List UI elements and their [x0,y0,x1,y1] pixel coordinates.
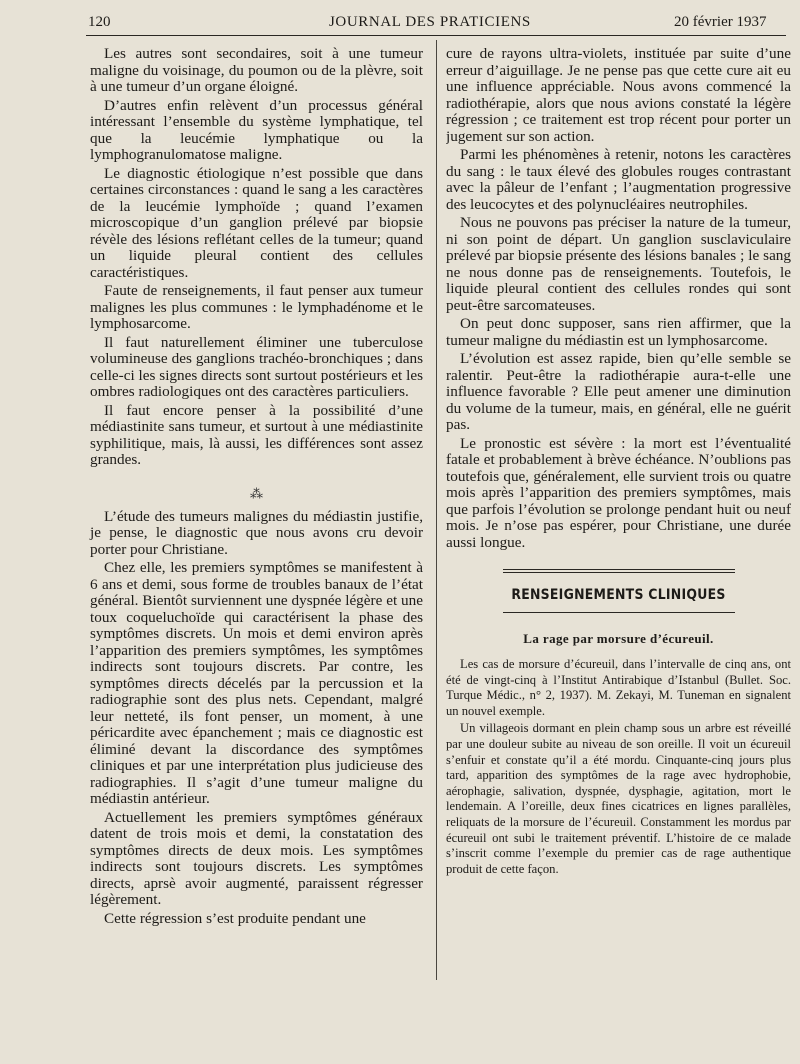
right-column [446,46,791,879]
asterism-separator: ⁂ [250,485,263,501]
paragraph: Cette régression s’est produite pendant une [104,909,366,927]
section-rubric [446,569,791,613]
paragraph: Il faut naturellement éliminer une tuberculose volumineuse des ganglions trachéo-bronchiques ; dans celle-ci les signes directs sont surtout postérieurs et les ombres radiologiques ont des caractères particuliers. [90,333,423,400]
paragraph: Les autres sont secondaires, soit à une tumeur maligne du voisinage, du poumon ou de la plèvre, soit à une tumeur d’un organe éloigné. [90,45,423,95]
paragraph: Un villageois dormant en plein champ sous un arbre est réveillé par une douleur subite au niveau de son oreille. Il voit un écureuil s’enfuir et constate qu’il a été mordu. Cinquante-cinq jours plus tard, apparition des symptômes de la rage avec hydrophobie, aérophagie, salivation, dyspnée, dysphagie, agitation, mort le lendemain. A l’oreille, deux fines cicatrices en lignes parallèles, reliquats de la morsure de l’écureuil. Constamment les mordus par écureuil ont subi le traitement préventif. L’histoire de ce malade s’inscrit comme l’exemple du premier cas de rage authentique produit de cette façon. [446,721,791,876]
journal-title: JOURNAL DES PRATICIENS [329,14,531,30]
article-title: La rage par morsure d’écureuil. [523,630,714,646]
article-body [446,657,791,877]
header-rule [86,35,786,36]
paragraph: D’autres enfin relèvent d’un processus général intéressant l’ensemble du système lymphatique, tel que la leucémie lymphatique ou la lymphogranulomatose maligne. [90,96,423,163]
section-heading: RENSEIGNEMENTS CLINIQUES [511,587,726,603]
paragraph: Il faut encore penser à la possibilité d’une médiastinite sans tumeur, et surtout à une médiastinite syphilitique, mais, là aussi, les différences sont assez grandes. [90,401,423,468]
paragraph: Le pronostic est sévère : la mort est l’éventualité fatale et probablement à brève échéance. N’oublions pas toutefois que, généralement, elle survient trois ou quatre mois après l’apparition des premiers symptômes, mais que parfois l’évolution se prolonge pendant huit ou neuf mois. Je n’ose pas espérer, pour Christiane, une durée aussi longue. [446,434,791,551]
paragraph: Chez elle, les premiers symptômes se manifestent à 6 ans et demi, sous forme de troubles banaux de l’état général. Bientôt surviennent une dyspnée légère et une toux coqueluchoïde qui caractérisent la phase des symptômes discrets. Un mois et demi environ après l’apparition des premiers symptômes, les symptômes indirects sont toujours discrets. Par contre, les symptômes directs décelés par la percussion et la radiographie sont des plus nets. Cependant, malgré leur netteté, ils font penser, un moment, à une péricardite avec épanchement ; mais ce diagnostic est éliminé devant la discordance des symptômes cliniques et par une interprétation plus judicieuse des radiographies. Il s’agit d’une tumeur maligne du médiastin antérieur. [90,559,423,807]
paragraph: On peut donc supposer, sans rien affirmer, que la tumeur maligne du médiastin est un lymphosarcome. [446,315,791,349]
left-column [90,46,423,929]
paragraph: Nous ne pouvons pas préciser la nature de la tumeur, ni son point de départ. Un ganglion susclaviculaire prélevé par biopsie présente des lésions banales ; le sang ne nous donne pas de renseignements. Toutefois, le liquide pleural contient des cellules rondes qui sont peut-être sarcomateuses. [446,214,791,314]
issue-date: 20 février 1937 [674,14,767,30]
paragraph: Le diagnostic étiologique n’est possible que dans certaines circonstances : quand le sang a les caractères de la leucémie lymphoïde ; quand l’examen microscopique d’un ganglion prélevé par biopsie révèle des lésions reflétant celles de la tumeur; quand un liquide pleural contient des cellules caractéristiques. [90,164,423,281]
paragraph: Actuellement les premiers symptômes généraux datent de trois mois et demi, la constatation des symptômes directs de deux mois. Les symptômes indirects sont toujours discrets. Les symptômes directs, aprsè avoir augmenté, paraissent régresser légèrement. [90,808,423,908]
paragraph: Faute de renseignements, il faut penser aux tumeur malignes les plus communes : le lymphadénome et le lymphosarcome. [90,282,423,332]
page-number: 120 [88,14,111,30]
paragraph: L’évolution est assez rapide, bien qu’elle semble se ralentir. Peut-être la radiothérapie aura-t-elle une influence favorable ? Elle peut amener une diminution du volume de la tumeur, mais, en général, elle ne guérit pas. [446,350,791,433]
paragraph: Parmi les phénomènes à retenir, notons les caractères du sang : le taux élevé des globules rouges contrastant avec la pâleur de l’enfant ; l’augmentation progressive des leucocytes et des polynucléaires neutrophiles. [446,146,791,213]
paragraph: L’étude des tumeurs malignes du médiastin justifie, je pense, le diagnostic que nous avons cru devoir porter pour Christiane. [90,507,423,558]
rubric-top-rule [503,569,735,573]
page-header [0,0,800,36]
paragraph: Les cas de morsure d’écureuil, dans l’intervalle de cinq ans, ont été de vingt-cinq à l’Institut Antirabique d’Istanbul (Bullet. Soc. Turque Médic., n° 2, 1937). M. Zekayi, M. Tuneman en signalent un nouvel exemple. [446,657,791,718]
rubric-bottom-rule [503,612,735,613]
column-divider [436,40,437,980]
paragraph: cure de rayons ultra-violets, instituée par suite d’une erreur d’aiguillage. Je ne pense pas que cette cure ait eu une influence appréciable. Nous avons commencé la radiothérapie, alors que nous avions constaté la légère régression ; ce traitement est trop récent pour porter un jugement sur son action. [446,46,791,145]
